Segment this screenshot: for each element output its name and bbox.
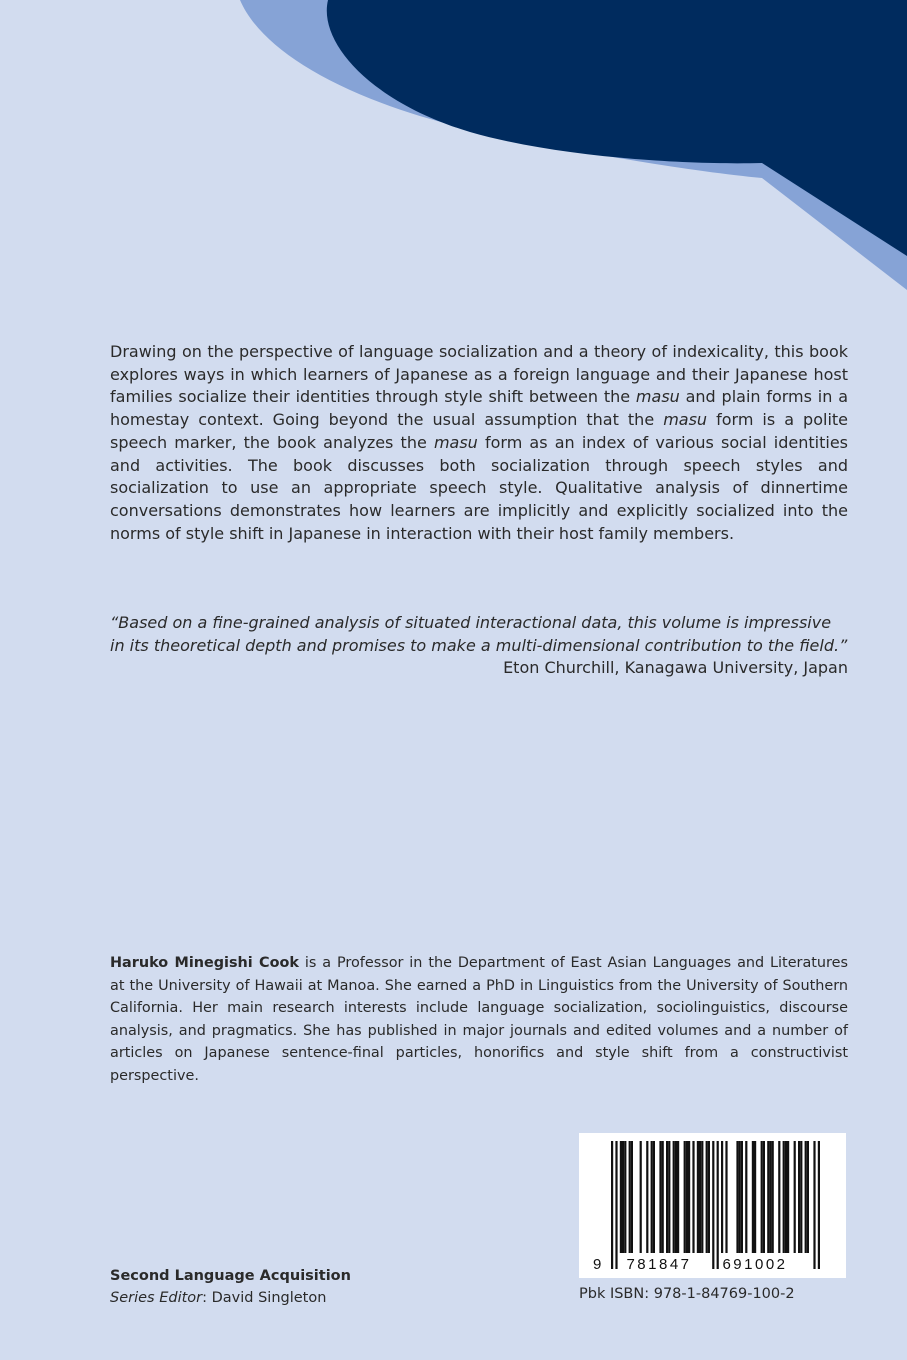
barcode-bar (721, 1141, 723, 1253)
masu-term: masu (663, 410, 708, 430)
barcode-bar (624, 1141, 626, 1253)
barcode-bar (653, 1141, 655, 1253)
endorsement-quote (110, 612, 848, 680)
barcode-bar (807, 1141, 809, 1253)
barcode-bar (805, 1141, 807, 1253)
barcode-bar (684, 1141, 686, 1253)
barcode-graphic (579, 1133, 846, 1278)
barcode-bar (785, 1141, 787, 1253)
book-description: Drawing on the perspective of language socialization and a theory of indexicality, this book explores ways in which learners of Japanese as a foreign language and their Japanese host families socialize their identities through style shift between the masu and plain forms in a homestay context. Going beyond the usual assumption that the masu form is a polite speech marker, the book analyzes the masu form as an index of various social identities and activities. The book discusses both socialization through speech styles and socialization to use an appropriate speech style. Qualitative analysis of dinnertime conversations demonstrates how learners are implicitly and explicitly socialized into the norms of style shift in Japanese in interaction with their host family members. (110, 342, 849, 543)
barcode-bar (620, 1141, 622, 1253)
barcode-bar (763, 1141, 765, 1253)
barcode-bar (725, 1141, 727, 1253)
barcode-bar (772, 1141, 774, 1253)
barcode-bar (615, 1141, 617, 1269)
barcode-bar (754, 1141, 756, 1253)
barcode-bar (646, 1141, 648, 1253)
barcode-bar (673, 1141, 675, 1253)
quote-attribution: Eton Churchill, Kanagawa University, Japan (503, 658, 848, 677)
barcode-bar (787, 1141, 789, 1253)
speech-bubble-decoration (0, 0, 907, 300)
series-info (110, 1265, 351, 1309)
barcode-bar (739, 1141, 741, 1253)
barcode-bar (686, 1141, 688, 1253)
barcode-bar (677, 1141, 679, 1253)
isbn-label: Pbk ISBN: 978-1-84769-100-2 (579, 1286, 795, 1302)
barcode-bar (688, 1141, 690, 1253)
barcode-bar (666, 1141, 668, 1253)
barcode-first-digit: 9 (593, 1256, 602, 1273)
barcode-bar (640, 1141, 642, 1253)
barcode-bar (701, 1141, 703, 1253)
barcode-bar (675, 1141, 677, 1253)
barcode-bar (778, 1141, 780, 1253)
series-editor-label: Series Editor (110, 1290, 203, 1306)
barcode-bar (611, 1141, 613, 1269)
quote-text: “Based on a fine-grained analysis of situated interactional data, this volume is impressive in its theoretical depth and promises to make a multi-dimensional contribution to the field.” (110, 613, 848, 655)
barcode-bar (769, 1141, 771, 1253)
barcode-bar (761, 1141, 763, 1253)
masu-term: masu (433, 432, 478, 452)
barcode-bar (631, 1141, 633, 1253)
barcode-bar (668, 1141, 670, 1253)
series-editor (110, 1287, 351, 1309)
barcode-bar (662, 1141, 664, 1253)
barcode-bar (800, 1141, 802, 1253)
isbn-barcode (579, 1133, 846, 1278)
barcode-bar (798, 1141, 800, 1253)
author-name: Haruko Minegishi Cook (110, 955, 299, 971)
barcode-bar (659, 1141, 661, 1253)
barcode-bar (651, 1141, 653, 1253)
barcode-bar (699, 1141, 701, 1253)
barcode-bar (697, 1141, 699, 1253)
barcode-right-digits: 691002 (722, 1256, 788, 1273)
barcode-bar (752, 1141, 754, 1253)
barcode-bars (611, 1141, 820, 1269)
barcode-bar (708, 1141, 710, 1253)
author-bio-text: is a Professor in the Department of East Asian Languages and Literatures at the University of Hawaii at Manoa. She earned a PhD in Linguistics from the University of Southern California. Her main research interests include language socialization, sociolinguistics, discourse analysis, and pragmatics. She has published in major journals and edited volumes and a number of articles on Japanese sentence-final particles, honorifics and style shift from a constructivist perspective. (110, 955, 848, 1084)
barcode-bar (741, 1141, 743, 1253)
barcode-bar (783, 1141, 785, 1253)
barcode-left-digits: 781847 (626, 1256, 692, 1273)
author-bio (110, 952, 848, 1087)
barcode-bar (712, 1141, 714, 1269)
barcode-bar (622, 1141, 624, 1253)
barcode-bar (813, 1141, 815, 1269)
barcode-bar (717, 1141, 719, 1269)
barcode-bar (767, 1141, 769, 1253)
barcode-bar (818, 1141, 820, 1269)
barcode-bar (794, 1141, 796, 1253)
series-editor-name: : David Singleton (202, 1290, 327, 1306)
series-title: Second Language Acquisition (110, 1268, 351, 1284)
barcode-bar (745, 1141, 747, 1253)
barcode-bar (706, 1141, 708, 1253)
barcode-bar (736, 1141, 738, 1253)
masu-term: masu (635, 387, 680, 407)
barcode-bar (692, 1141, 694, 1253)
barcode-bar (629, 1141, 631, 1253)
